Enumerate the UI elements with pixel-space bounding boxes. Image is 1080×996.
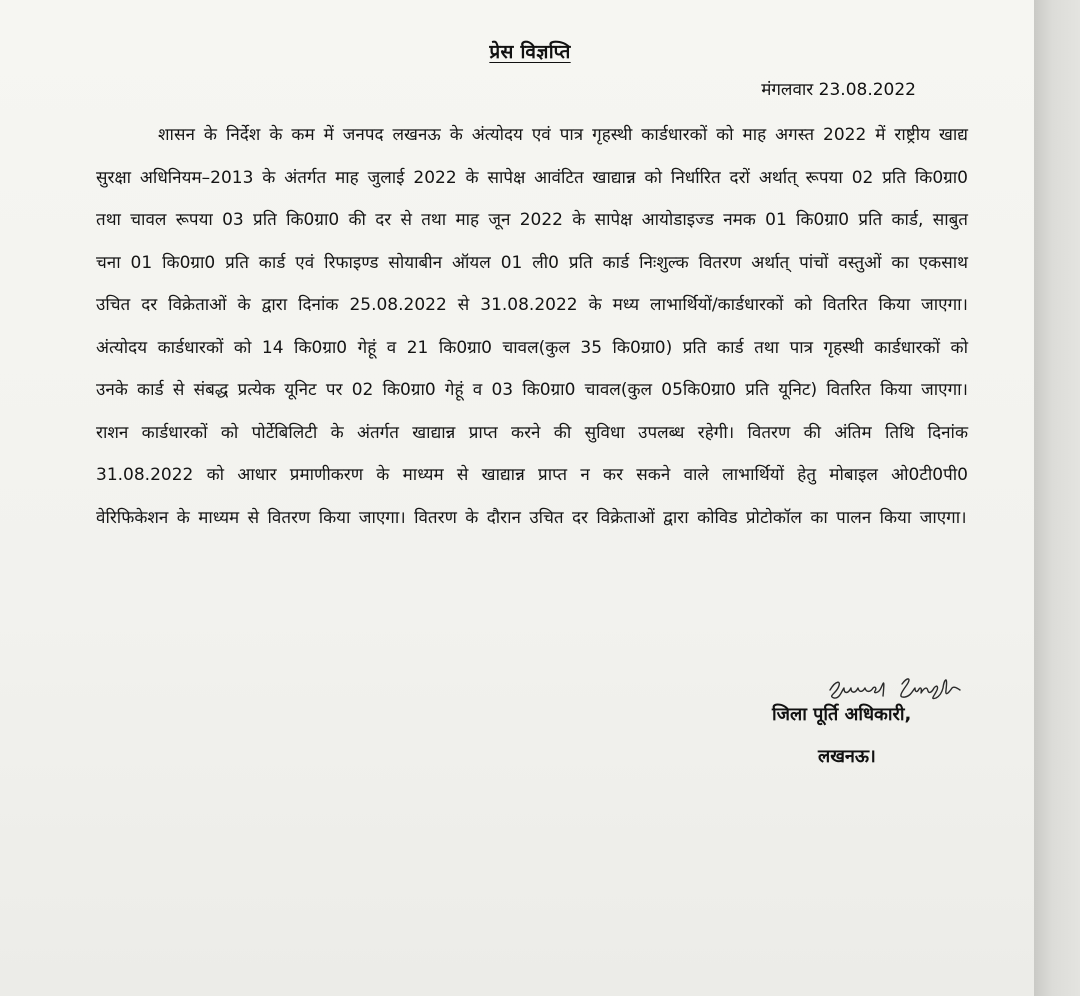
document-title: प्रेस विज्ञप्ति [489, 41, 571, 63]
handwritten-signature-icon [826, 666, 966, 706]
scan-background-edge [1034, 0, 1080, 996]
signatory-city: लखनऊ। [818, 746, 876, 767]
signatory-office: जिला पूर्ति अधिकारी, [772, 704, 912, 725]
signature [826, 666, 966, 706]
document-date: मंगलवार 23.08.2022 [761, 80, 916, 100]
body-paragraph: शासन के निर्देश के कम में जनपद लखनऊ के अंत्योदय एवं पात्र गृहस्थी कार्डधारकों को माह अगस्त 2022 में राष्ट्रीय खाद्य सुरक्षा अधिनियम–2013 के अंतर्गत माह जुलाई 2022 के सापेक्ष आवंटित खाद्यान्न को निर्धारित दरों अर्थात् रूपया 02 प्रति कि0ग्रा0 तथा चावल रूपया 03 प्रति कि0ग्रा0 की दर से तथा माह जून 2022 के सापेक्ष आयोडाइज्ड नमक 01 कि0ग्रा0 प्रति कार्ड, साबुत चना 01 कि0ग्रा0 प्रति कार्ड एवं रिफाइण्ड सोयाबीन ऑयल 01 ली0 प्रति कार्ड निःशुल्क वितरण अर्थात् पांचों वस्तुओं का एकसाथ उचित दर विक्रेताओं के द्वारा दिनांक 25.08.2022 से 31.08.2022 के मध्य लाभार्थियों/कार्डधारकों को वितरित किया जाएगा। अंत्योदय कार्डधारकों को 14 कि0ग्रा0 गेहूं व 21 कि0ग्रा0 चावल(कुल 35 कि0ग्रा0) प्रति कार्ड तथा पात्र गृहस्थी कार्डधारकों को उनके कार्ड से संबद्ध प्रत्येक यूनिट पर 02 कि0ग्रा0 गेहूं व 03 कि0ग्रा0 चावल(कुल 05कि0ग्रा0 प्रति यूनिट) वितरित किया जाएगा। राशन कार्डधारकों को पोर्टेबिलिटी के अंतर्गत खाद्यान्न प्राप्त करने की सुविधा उपलब्ध रहेगी। वितरण की अंतिम तिथि दिनांक 31.08.2022 को आधार प्रमाणीकरण के माध्यम से खाद्यान्न प्राप्त न कर सकने वाले लाभार्थियों हेतु मोबाइल ओ0टी0पी0 वेरिफिकेशन के माध्यम से वितरण किया जाएगा। वितरण के दौरान उचित दर विक्रेताओं द्वारा कोविड प्रोटोकॉल का पालन किया जाएगा। [96, 125, 968, 528]
